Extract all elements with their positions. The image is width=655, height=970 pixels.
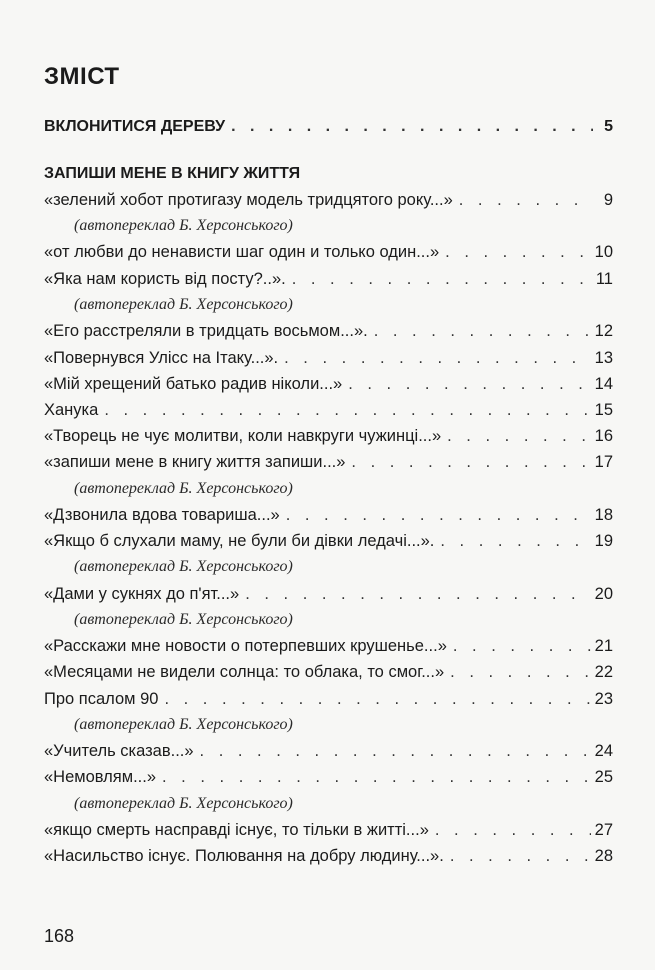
entry-title: «Его расстреляли в тридцать восьмом...». [44, 322, 368, 340]
page-number: 21 [594, 637, 613, 655]
entry-title: «Дзвонила вдова товариша...» [44, 506, 280, 524]
dot-leader [245, 583, 590, 605]
page-number: 24 [594, 742, 613, 760]
toc-entry[interactable] [44, 635, 613, 657]
dot-leader [200, 740, 591, 762]
entry-title: «Яка нам користь від посту?..». [44, 270, 286, 288]
page-number: 13 [594, 349, 613, 367]
toc-entry[interactable] [44, 530, 613, 552]
page-number: 25 [594, 768, 613, 786]
dot-leader [453, 635, 591, 657]
page-number: 5 [604, 118, 613, 135]
page-number: 15 [594, 401, 613, 419]
toc-entry[interactable] [44, 347, 613, 369]
dot-leader [440, 530, 590, 552]
toc-entry[interactable] [44, 425, 613, 447]
toc-entry[interactable] [44, 845, 613, 867]
translation-note: (автопереклад Б. Херсонського) [74, 795, 293, 812]
section-entry-vklonytysia-derevu[interactable] [44, 116, 613, 138]
dot-leader [459, 189, 593, 211]
translation-note: (автопереклад Б. Херсонського) [74, 296, 293, 313]
page-number: 28 [594, 847, 613, 865]
toc-entry[interactable] [44, 189, 613, 211]
dot-leader [374, 320, 591, 342]
dot-leader [286, 504, 591, 526]
toc-entry[interactable] [44, 451, 613, 473]
toc-entry[interactable] [44, 268, 613, 290]
entry-title: «Творець не чує молитви, коли навкруги чужинці...» [44, 427, 442, 445]
page-number: 12 [594, 322, 613, 340]
page-number: 20 [594, 585, 613, 603]
toc-entry[interactable] [44, 504, 613, 526]
toc-entry[interactable] [44, 399, 613, 421]
dot-leader [284, 347, 591, 369]
toc-entry[interactable] [44, 661, 613, 683]
entry-title: «зелений хобот протигазу модель тридцятого року...» [44, 191, 453, 209]
dot-leader [445, 241, 590, 263]
dot-leader [351, 451, 590, 473]
toc-entry[interactable] [44, 819, 613, 841]
entry-title: «Насильство існує. Полювання на добру людину...». [44, 847, 444, 865]
dot-leader [450, 845, 591, 867]
entry-title: «Расскажи мне новости о потерпевших крушенье...» [44, 637, 447, 655]
entry-title: «Немовлям...» [44, 768, 157, 786]
entry-title: «якщо смерть насправді існує, то тільки в житті...» [44, 821, 429, 839]
entry-title: «Повернувся Улісс на Ітаку...». [44, 349, 279, 367]
folio-page-number: 168 [44, 926, 75, 946]
toc-entry[interactable] [44, 241, 613, 263]
dot-leader [435, 819, 591, 841]
toc-entry[interactable] [44, 740, 613, 762]
entry-title: «запиши мене в книгу життя запиши...» [44, 453, 346, 471]
page-number: 14 [594, 375, 613, 393]
dot-leader [104, 399, 590, 421]
entry-title: «Дами у сукнях до п'ят...» [44, 585, 240, 603]
section-title: ВКЛОНИТИСЯ ДЕРЕВУ [44, 118, 226, 135]
dot-leader [447, 425, 591, 447]
toc-entry[interactable] [44, 688, 613, 710]
page-number: 9 [603, 191, 613, 209]
entry-title: «Учитель сказав...» [44, 742, 194, 760]
toc-entry[interactable] [44, 583, 613, 605]
dot-leader [348, 373, 590, 395]
entry-title: «Якщо б слухали маму, не були би дівки ледачі...». [44, 532, 435, 550]
translation-note: (автопереклад Б. Херсонського) [74, 716, 293, 733]
dot-leader [292, 268, 592, 290]
dot-leader [162, 766, 591, 788]
entry-title: Про псалом 90 [44, 690, 159, 708]
toc-entry[interactable] [44, 320, 613, 342]
translation-note: (автопереклад Б. Херсонського) [74, 480, 293, 497]
toc-entry[interactable] [44, 373, 613, 395]
entry-title: «от любви до ненависти шаг один и только один...» [44, 243, 440, 261]
entry-title: Ханука [44, 401, 99, 419]
dot-leader [231, 116, 593, 138]
page-number: 23 [594, 690, 613, 708]
page-number: 18 [594, 506, 613, 524]
translation-note: (автопереклад Б. Херсонського) [74, 611, 293, 628]
page-number: 11 [595, 270, 613, 288]
page-number: 10 [594, 243, 613, 261]
page-number: 19 [594, 532, 613, 550]
dot-leader [164, 688, 590, 710]
page-number: 16 [594, 427, 613, 445]
translation-note: (автопереклад Б. Херсонського) [74, 558, 293, 575]
translation-note: (автопереклад Б. Херсонського) [74, 217, 293, 234]
page-title: ЗМІСТ [44, 63, 120, 90]
page-number: 17 [594, 453, 613, 471]
page-number: 22 [594, 663, 613, 681]
page-number: 27 [594, 821, 613, 839]
entry-title: «Месяцами не видели солнца: то облака, то смог...» [44, 663, 445, 681]
entry-title: «Мій хрещений батько радив ніколи...» [44, 375, 343, 393]
dot-leader [450, 661, 590, 683]
section-heading: ЗАПИШИ МЕНЕ В КНИГУ ЖИТТЯ [44, 165, 301, 182]
toc-entry[interactable] [44, 766, 613, 788]
